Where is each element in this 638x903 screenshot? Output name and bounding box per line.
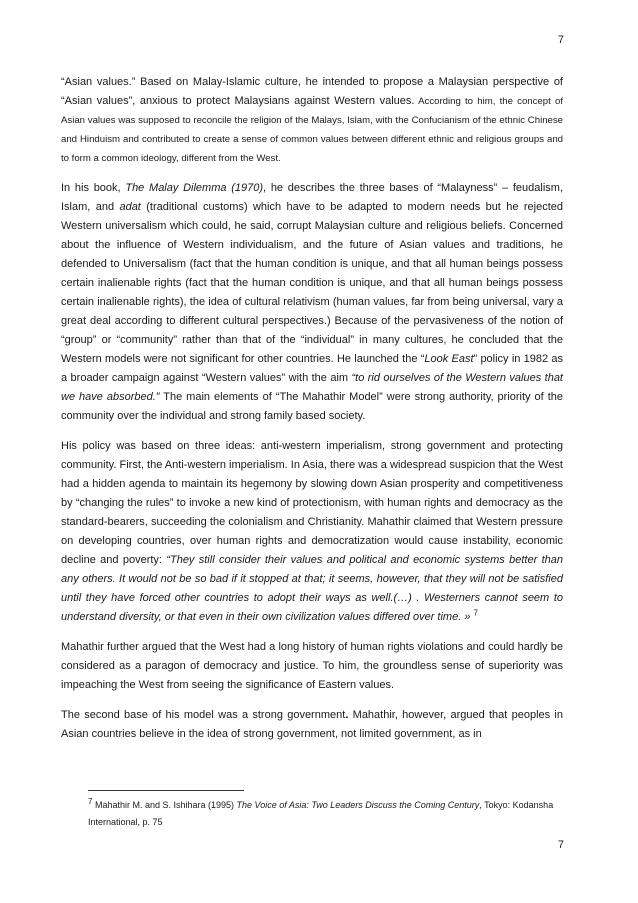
footnote (88, 797, 563, 831)
paragraph-2-text-a: In his book, (61, 182, 126, 194)
paragraph-1-text: “Asian values.” Based on Malay-Islamic culture, he intended to propose a Malaysian perspective of “Asian values”, anxious to protect Malaysians against Western values. (61, 76, 563, 107)
footnote-book-title: The Voice of Asia: Two Leaders Discuss the Coming Century (236, 800, 480, 810)
footnote-text-b: , Tokyo: Kodansha International, p. 75 (88, 800, 554, 827)
paragraph-2-text-c: (traditional customs) which have to be adapted to modern needs but he rejected Western universalism which could, he said, corrupt Malaysian culture and religious beliefs. Concerned about the influence of Western individualism, and the future of Asian values and traditions, he defended to Universalism (fact that the human condition is unique, and that all human beings possess certain inalienable rights (fact that the human condition is unique, and that all human beings possess certain inalienable rights), the idea of cultural relativism (human values, far from being universal, vary a great deal according to different cultural perspectives.) Because of the pervasiveness of the notion of “group” or “community” rather than that of the “individual” in many cultures, he concluded that the Western models were not significant for other countries. He launched the “ (61, 201, 563, 365)
paragraph-3-quote: “They still consider their values and political and economic systems better than any others. It would not be so bad if it stopped at that; it seems, however, that they will not be satisfied until they have forced other countries to adopt their ways as well.(…) . Westerners cannot seem to understand diversity, or that even in their own civilization values differed over time. » (61, 554, 563, 623)
paragraph-5-text-b: Mahathir, however, argued that peoples in Asian countries believe in the idea of strong government, not limited government, as in (61, 709, 563, 740)
page-number-bottom: 7 (557, 839, 564, 851)
book-title: The Malay Dilemma (1970) (125, 182, 264, 194)
footnote-text-a: Mahathir M. and S. Ishihara (1995) (92, 800, 237, 810)
look-east-term: Look East (424, 353, 474, 365)
paragraph-1 (61, 73, 563, 168)
document-body (61, 73, 563, 755)
paragraph-2 (61, 179, 563, 426)
paragraph-1-small-text: According to him, the concept of Asian values was supposed to reconcile the religion of the Malays, Islam, with the Confucianism of the ethnic Chinese and Hinduism and contributed to create a sense of common values between different ethnic and religious groups and to form a common ideology, different from the West. (61, 96, 563, 164)
paragraph-4 (61, 638, 563, 695)
paragraph-3-text: His policy was based on three ideas: anti-western imperialism, strong government and protecting community. First, the Anti-western imperialism. In Asia, there was a widespread suspicion that the West had a hidden agenda to maintain its hegemony by slowing down Asian prosperity and competitiveness by “changing the rules” to invoke a new kind of protectionism, with human rights and democracy as the standard-bearers, succeeding the colonialism and Christianity. Mahathir claimed that Western pressure on developing countries, over human rights and democratization would cause instability, economic decline and poverty: (61, 440, 563, 566)
paragraph-5 (61, 706, 563, 744)
paragraph-2-quote: “to rid ourselves of the Western values that we have absorbed.” (61, 372, 563, 403)
footnote-reference[interactable]: 7 (473, 608, 478, 618)
paragraph-2-text-e: The main elements of “The Mahathir Model” were strong authority, priority of the community over the individual and strong family based society. (61, 391, 563, 422)
paragraph-4-text: Mahathir further argued that the West had a long history of human rights violations and could hardly be considered as a paragon of democracy and justice. To him, the groundless sense of superiority was impeaching the West from seeing the significance of Eastern values. (61, 641, 563, 691)
paragraph-3 (61, 437, 563, 627)
page-number-top: 7 (557, 34, 564, 46)
paragraph-2-text-b: , he describes the three bases of “Malayness” – feudalism, Islam, and (61, 182, 564, 213)
footnote-number: 7 (88, 797, 93, 806)
paragraph-2-text-d: ” policy in 1982 as a broader campaign against “Western values” with the aim (61, 353, 563, 384)
adat-term: adat (119, 201, 141, 213)
paragraph-5-bold-period: . (345, 709, 349, 721)
footnote-divider (88, 790, 244, 791)
paragraph-5-text-a: The second base of his model was a strong government (61, 709, 346, 721)
